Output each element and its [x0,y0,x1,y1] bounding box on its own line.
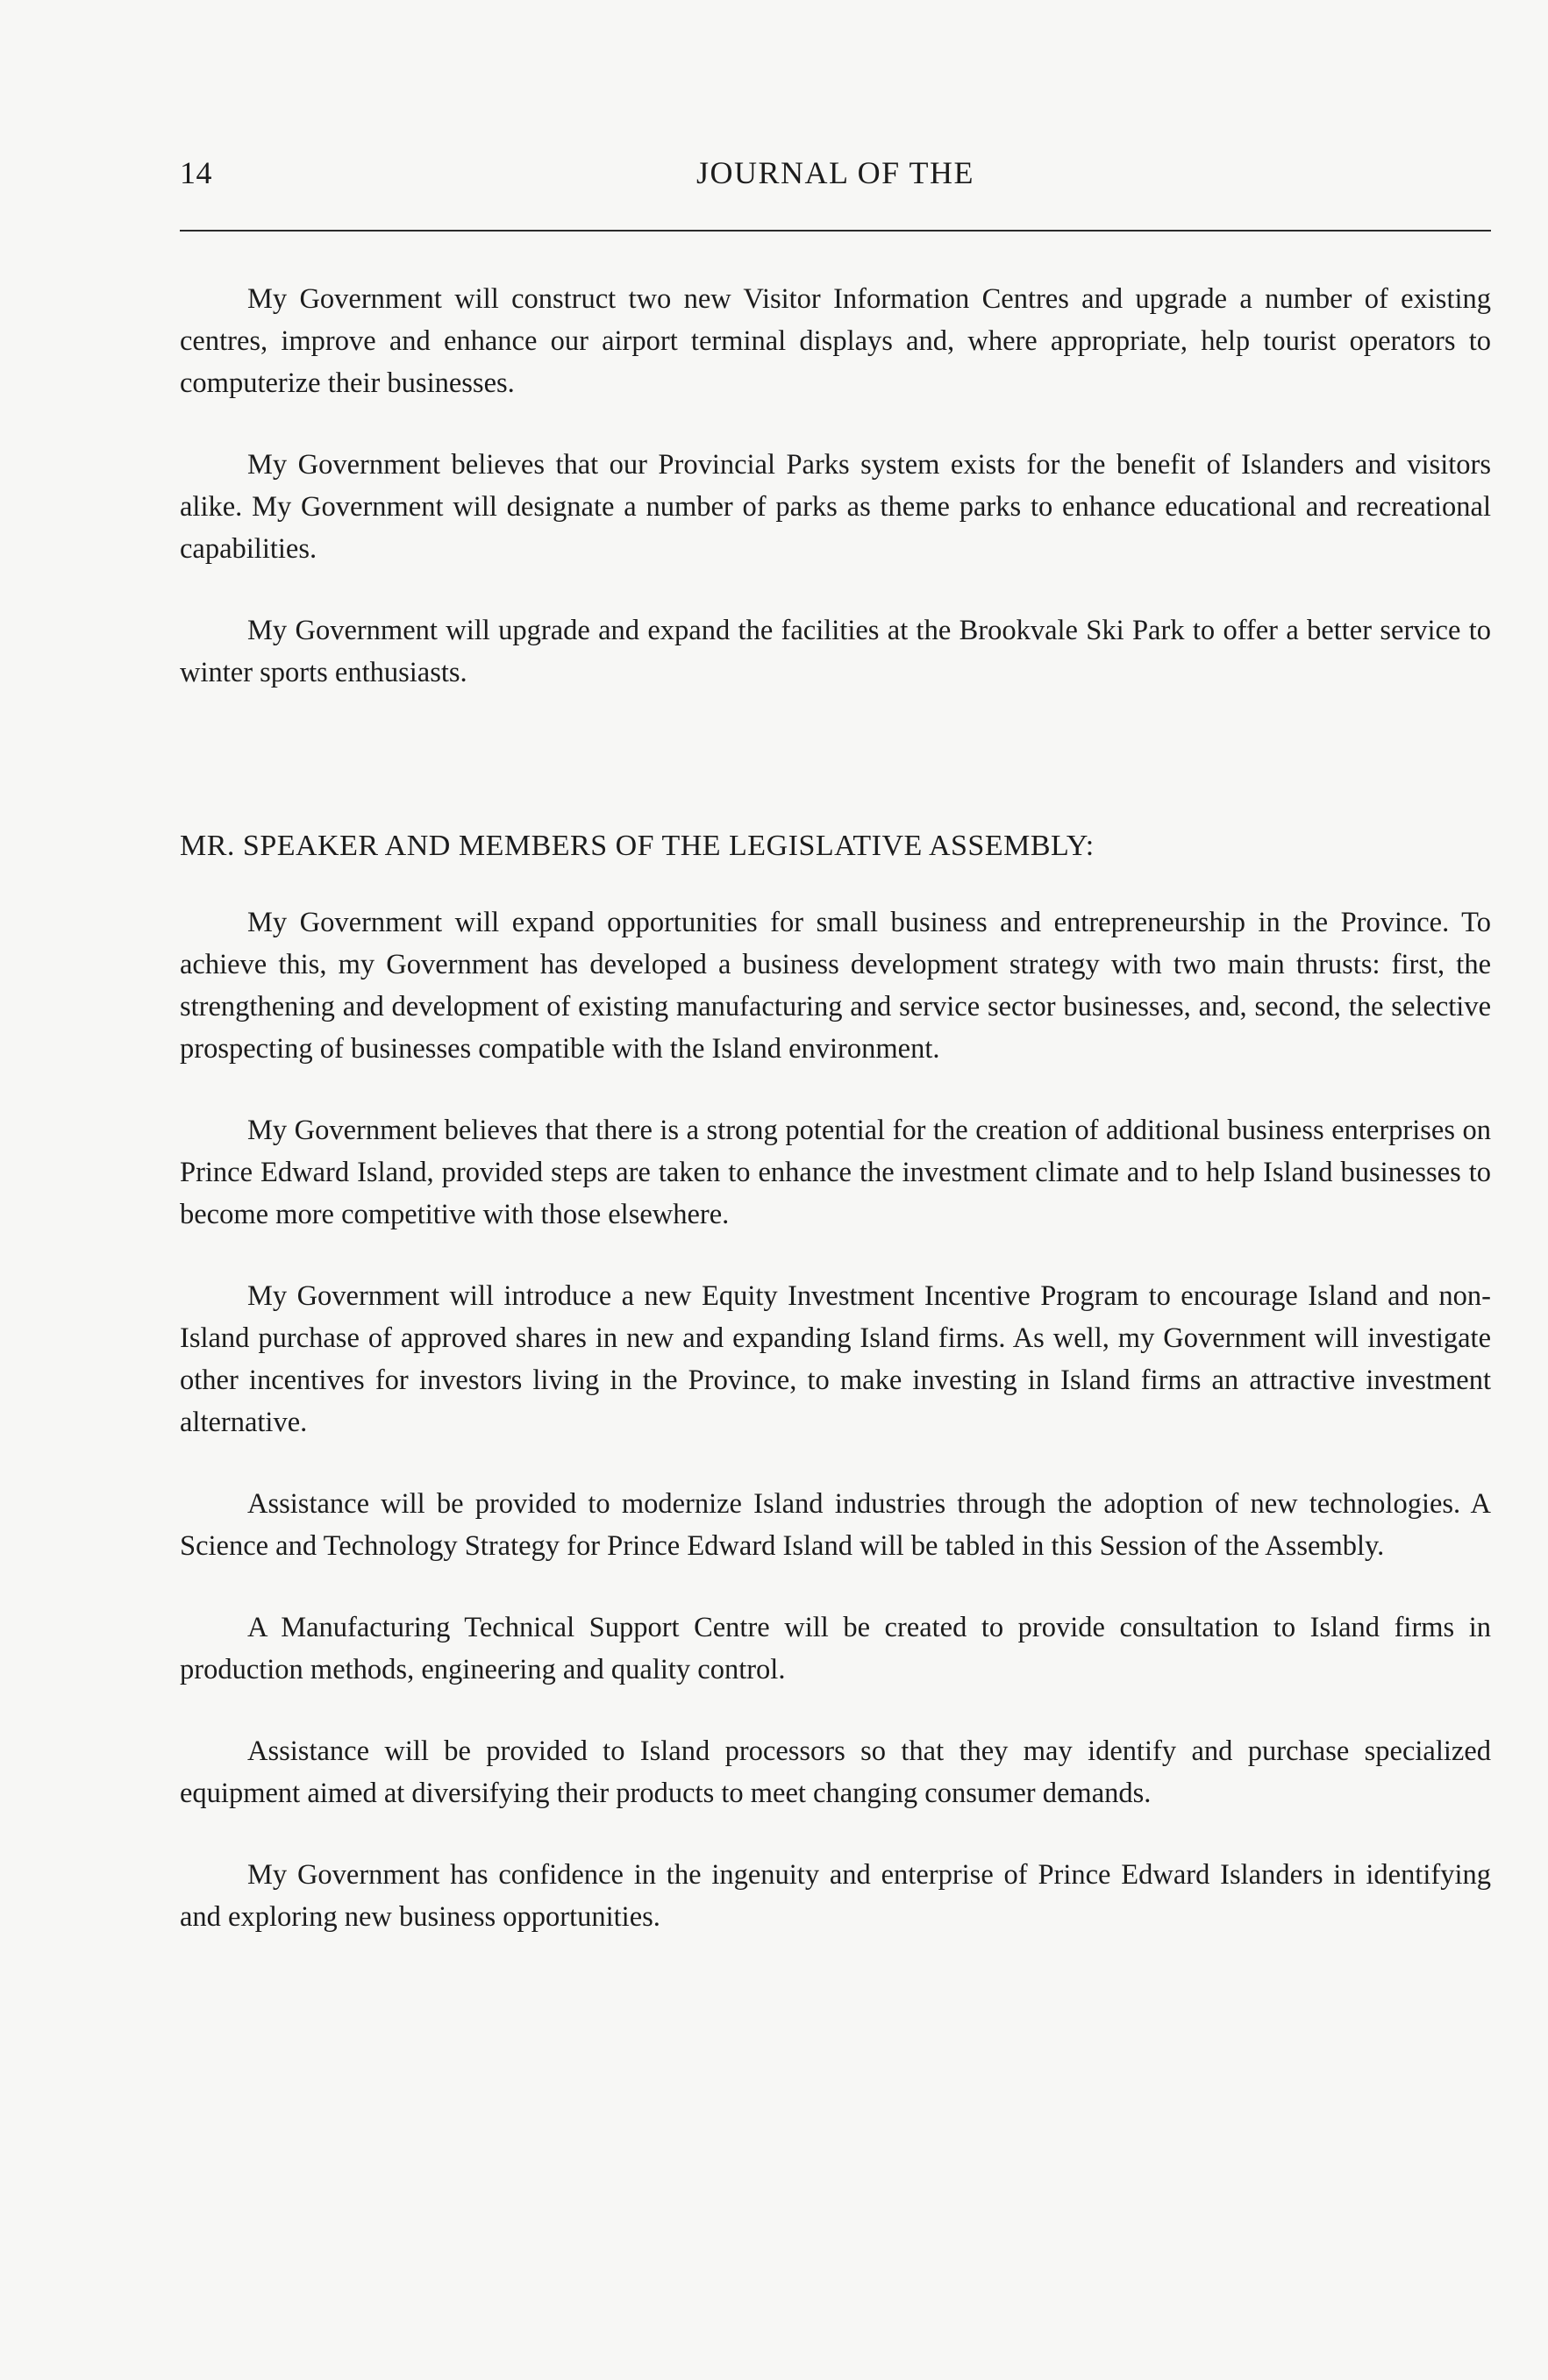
running-head: JOURNAL OF THE [696,155,974,190]
paragraph-equity-investment: My Government will introduce a new Equity Investment Incentive Program to encourage Island and non-Island purchase of approved shares in new and expanding Island firms. As well, my Government will investigate other incentives for investors living in the Province, to make investing in Island firms an attractive investment alternative. [180,1280,1491,1438]
paragraph-ingenuity: My Government has confidence in the ingenuity and enterprise of Prince Edward Islanders in identifying and exploring new business opportunities. [180,1859,1491,1933]
section-heading: MR. SPEAKER AND MEMBERS OF THE LEGISLATIVE ASSEMBLY: [180,830,1095,862]
paragraph-brookvale-ski-park: My Government will upgrade and expand the facilities at the Brookvale Ski Park to offer a better service to winter sports enthusiasts. [180,615,1491,688]
paragraph-technical-support-centre: A Manufacturing Technical Support Centre will be created to provide consultation to Island firms in production methods, engineering and quality control. [180,1612,1491,1685]
paragraph-provincial-parks: My Government believes that our Provincial Parks system exists for the benefit of Islanders and visitors alike. My Government will designate a number of parks as theme parks to enhance educational and recreational capabilities. [180,449,1491,565]
page-body [180,278,1491,1938]
paragraph-business-enterprises: My Government believes that there is a strong potential for the creation of additional business enterprises on Prince Edward Island, provided steps are taken to enhance the investment climate and to help Island businesses to become more competitive with those elsewhere. [180,1115,1491,1230]
header-rule [180,230,1491,232]
page-header [180,154,1491,207]
paragraph-small-business: My Government will expand opportunities for small business and entrepreneurship in the Province. To achieve this, my Government has developed a business development strategy with two main thrusts: first, the strengthening and development of existing manufacturing and service sector businesses, and, second, the selective prospecting of businesses compatible with the Island environment. [180,907,1491,1065]
paragraph-modernize-industries: Assistance will be provided to modernize Island industries through the adoption of new technologies. A Science and Technology Strategy for Prince Edward Island will be tabled in this Session of the Assembly. [180,1488,1491,1562]
paragraph-island-processors: Assistance will be provided to Island processors so that they may identify and purchase specialized equipment aimed at diversifying their products to meet changing consumer demands. [180,1735,1491,1809]
paragraph-visitor-centres: My Government will construct two new Visitor Information Centres and upgrade a number of existing centres, improve and enhance our airport terminal displays and, where appropriate, help tourist operators to computerize their businesses. [180,283,1491,399]
page-number: 14 [180,155,212,190]
